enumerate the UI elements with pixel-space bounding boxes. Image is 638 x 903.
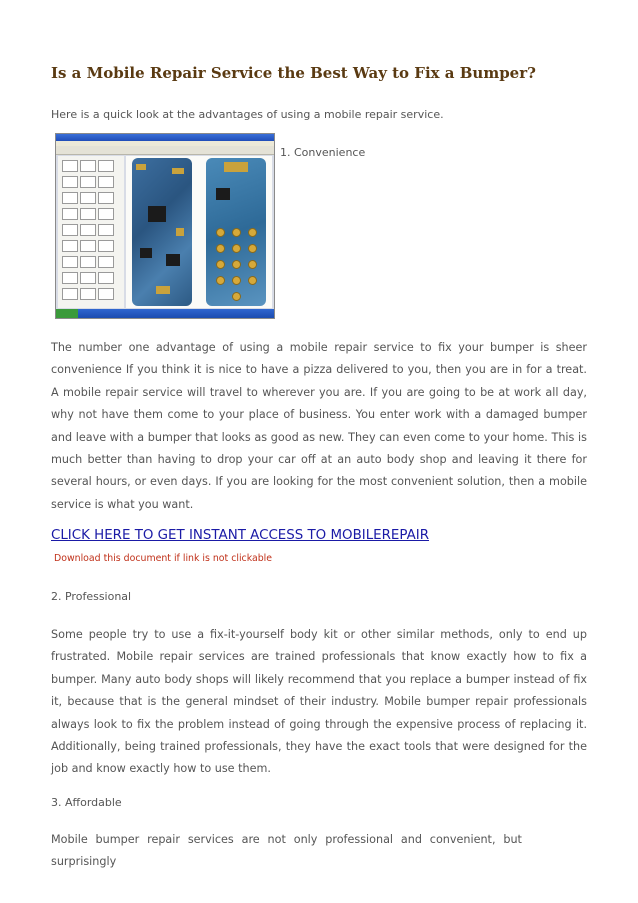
circuit-board-screenshot-image [55,133,275,319]
screenshot-taskbar [56,309,274,318]
circuit-board-back [206,158,266,306]
section-heading-convenience: 1. Convenience [280,146,366,159]
screenshot-start-button [56,309,78,318]
cta-link[interactable]: CLICK HERE TO GET INSTANT ACCESS TO MOBILEREPAIR [51,528,430,543]
document-title: Is a Mobile Repair Service the Best Way to Fix a Bumper? [51,64,536,82]
screenshot-canvas [126,156,272,308]
intro-text: Here is a quick look at the advantages of using a mobile repair service. [51,108,444,121]
cta-note: Download this document if link is not clickable [54,553,273,564]
circuit-board-front [132,158,192,306]
paragraph-affordable: Mobile bumper repair services are not only professional and convenient, but surprisingly [51,833,522,869]
screenshot-toolbar [56,146,274,155]
section-heading-affordable: 3. Affordable [51,796,122,809]
screenshot-thumbnail-panel [58,156,124,308]
section-heading-professional: 2. Professional [51,590,132,603]
paragraph-convenience: The number one advantage of using a mobile repair service to fix your bumper is sheer convenience If you think it is nice to have a pizza delivered to you, then you are in for a treat. A mobile repair service will travel to wherever you are. If you are going to be at work all day, why not have them come to your place of business. You enter work with a damaged bumper and leave with a bumper that looks as good as new. They can even come to your home. This is much better than having to drop your car off at an auto body shop and leaving it there for several hours, or even days. If you are looking for the most convenient solution, then a mobile service is what you want. [51,341,587,511]
paragraph-professional: Some people try to use a fix-it-yourself body kit or other similar methods, only to end up frustrated. Mobile repair services are trained professionals that know exactly how to fix a bumper. Many auto body shops will likely recommend that you replace a bumper instead of fix it, because that is the general mindset of their industry. Mobile bumper repair professionals always look to fix the problem instead of going through the expensive process of replacing it. Additionally, being trained professionals, they have the exact tools that were designed for the job and know exactly how to use them. [51,628,587,776]
screenshot-titlebar [56,134,274,141]
